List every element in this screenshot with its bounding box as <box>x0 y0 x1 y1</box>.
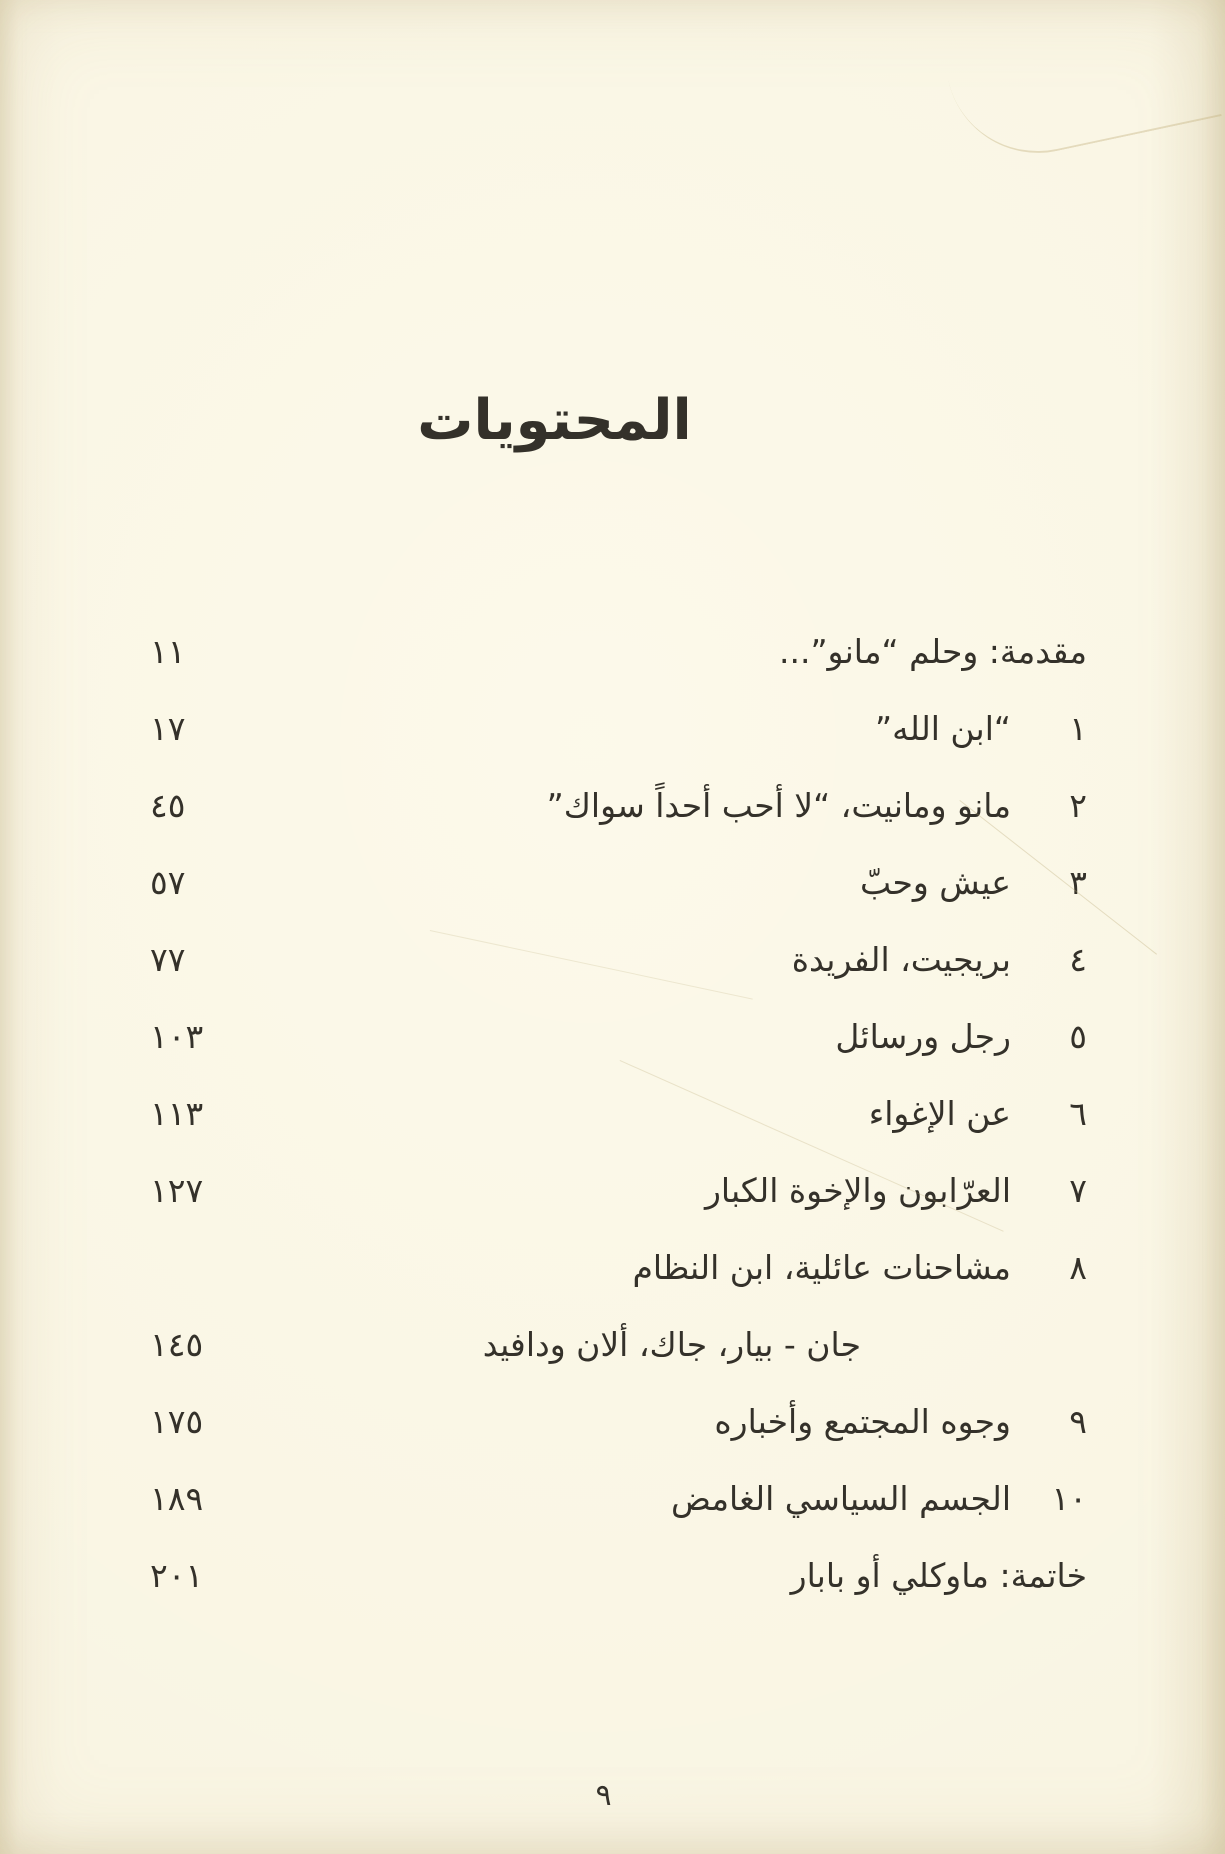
chapter-number: ٨ <box>1069 1248 1087 1287</box>
page-number: ١١ <box>150 632 186 671</box>
chapter-number: ٥ <box>1069 1017 1087 1056</box>
page-number: ١٤٥ <box>150 1325 204 1364</box>
chapter-title: مانو ومانيت، “لا أحب أحداً سواك” <box>546 786 1011 825</box>
toc-entry <box>150 767 1087 844</box>
page-number: ١٧ <box>150 709 186 748</box>
chapter-number: ٣ <box>1069 863 1087 902</box>
chapter-title: جان - بيار، جاك، ألان ودافيد <box>482 1325 861 1364</box>
toc-entry <box>150 998 1087 1075</box>
toc-entry <box>150 1383 1087 1460</box>
chapter-title: عن الإغواء <box>868 1094 1011 1133</box>
chapter-number: ٤ <box>1069 940 1087 979</box>
chapter-title: “ابن الله” <box>875 709 1011 748</box>
toc-entry <box>150 1537 1087 1614</box>
chapter-title: وجوه المجتمع وأخباره <box>714 1402 1011 1441</box>
page-number: ١٠٣ <box>150 1017 204 1056</box>
chapter-number: ٢ <box>1069 786 1087 825</box>
page-number: ٥٧ <box>150 863 186 902</box>
chapter-title: مقدمة: وحلم “مانو”... <box>778 632 1087 671</box>
page-number: ٧٧ <box>150 940 186 979</box>
toc-entry <box>150 921 1087 998</box>
page-number: ١٨٩ <box>150 1479 204 1518</box>
chapter-title: مشاحنات عائلية، ابن النظام <box>632 1248 1011 1287</box>
page-number: ١٧٥ <box>150 1402 204 1441</box>
toc-entry <box>150 1229 1087 1306</box>
chapter-number: ١ <box>1069 709 1087 748</box>
toc-entry <box>150 844 1087 921</box>
chapter-number: ٦ <box>1069 1094 1087 1133</box>
toc-entry <box>150 613 1087 690</box>
page-number: ١١٣ <box>150 1094 204 1133</box>
chapter-title: الجسم السياسي الغامض <box>670 1479 1011 1518</box>
chapter-number: ٧ <box>1069 1171 1087 1210</box>
toc-entry <box>150 1306 1087 1383</box>
chapter-title: العرّابون والإخوة الكبار <box>704 1171 1011 1210</box>
page-number: ١٢٧ <box>150 1171 204 1210</box>
chapter-number: ٩ <box>1069 1402 1087 1441</box>
chapter-number: ١٠ <box>1051 1479 1087 1518</box>
chapter-title: خاتمة: ماوكلي أو بابار <box>790 1556 1087 1595</box>
chapter-title: بريجيت، الفريدة <box>791 940 1011 979</box>
folio-number: ٩ <box>595 1778 612 1813</box>
toc-list <box>0 613 1225 1614</box>
toc-entry <box>150 1152 1087 1229</box>
toc-entry <box>150 690 1087 767</box>
toc-entry <box>150 1075 1087 1152</box>
chapter-title: عيش وحبّ <box>860 863 1011 902</box>
page-number: ٤٥ <box>150 786 186 825</box>
chapter-title: رجل ورسائل <box>835 1017 1011 1056</box>
page-number: ٢٠١ <box>150 1556 204 1595</box>
toc-entry <box>150 1460 1087 1537</box>
page-title: المحتويات <box>417 388 692 453</box>
